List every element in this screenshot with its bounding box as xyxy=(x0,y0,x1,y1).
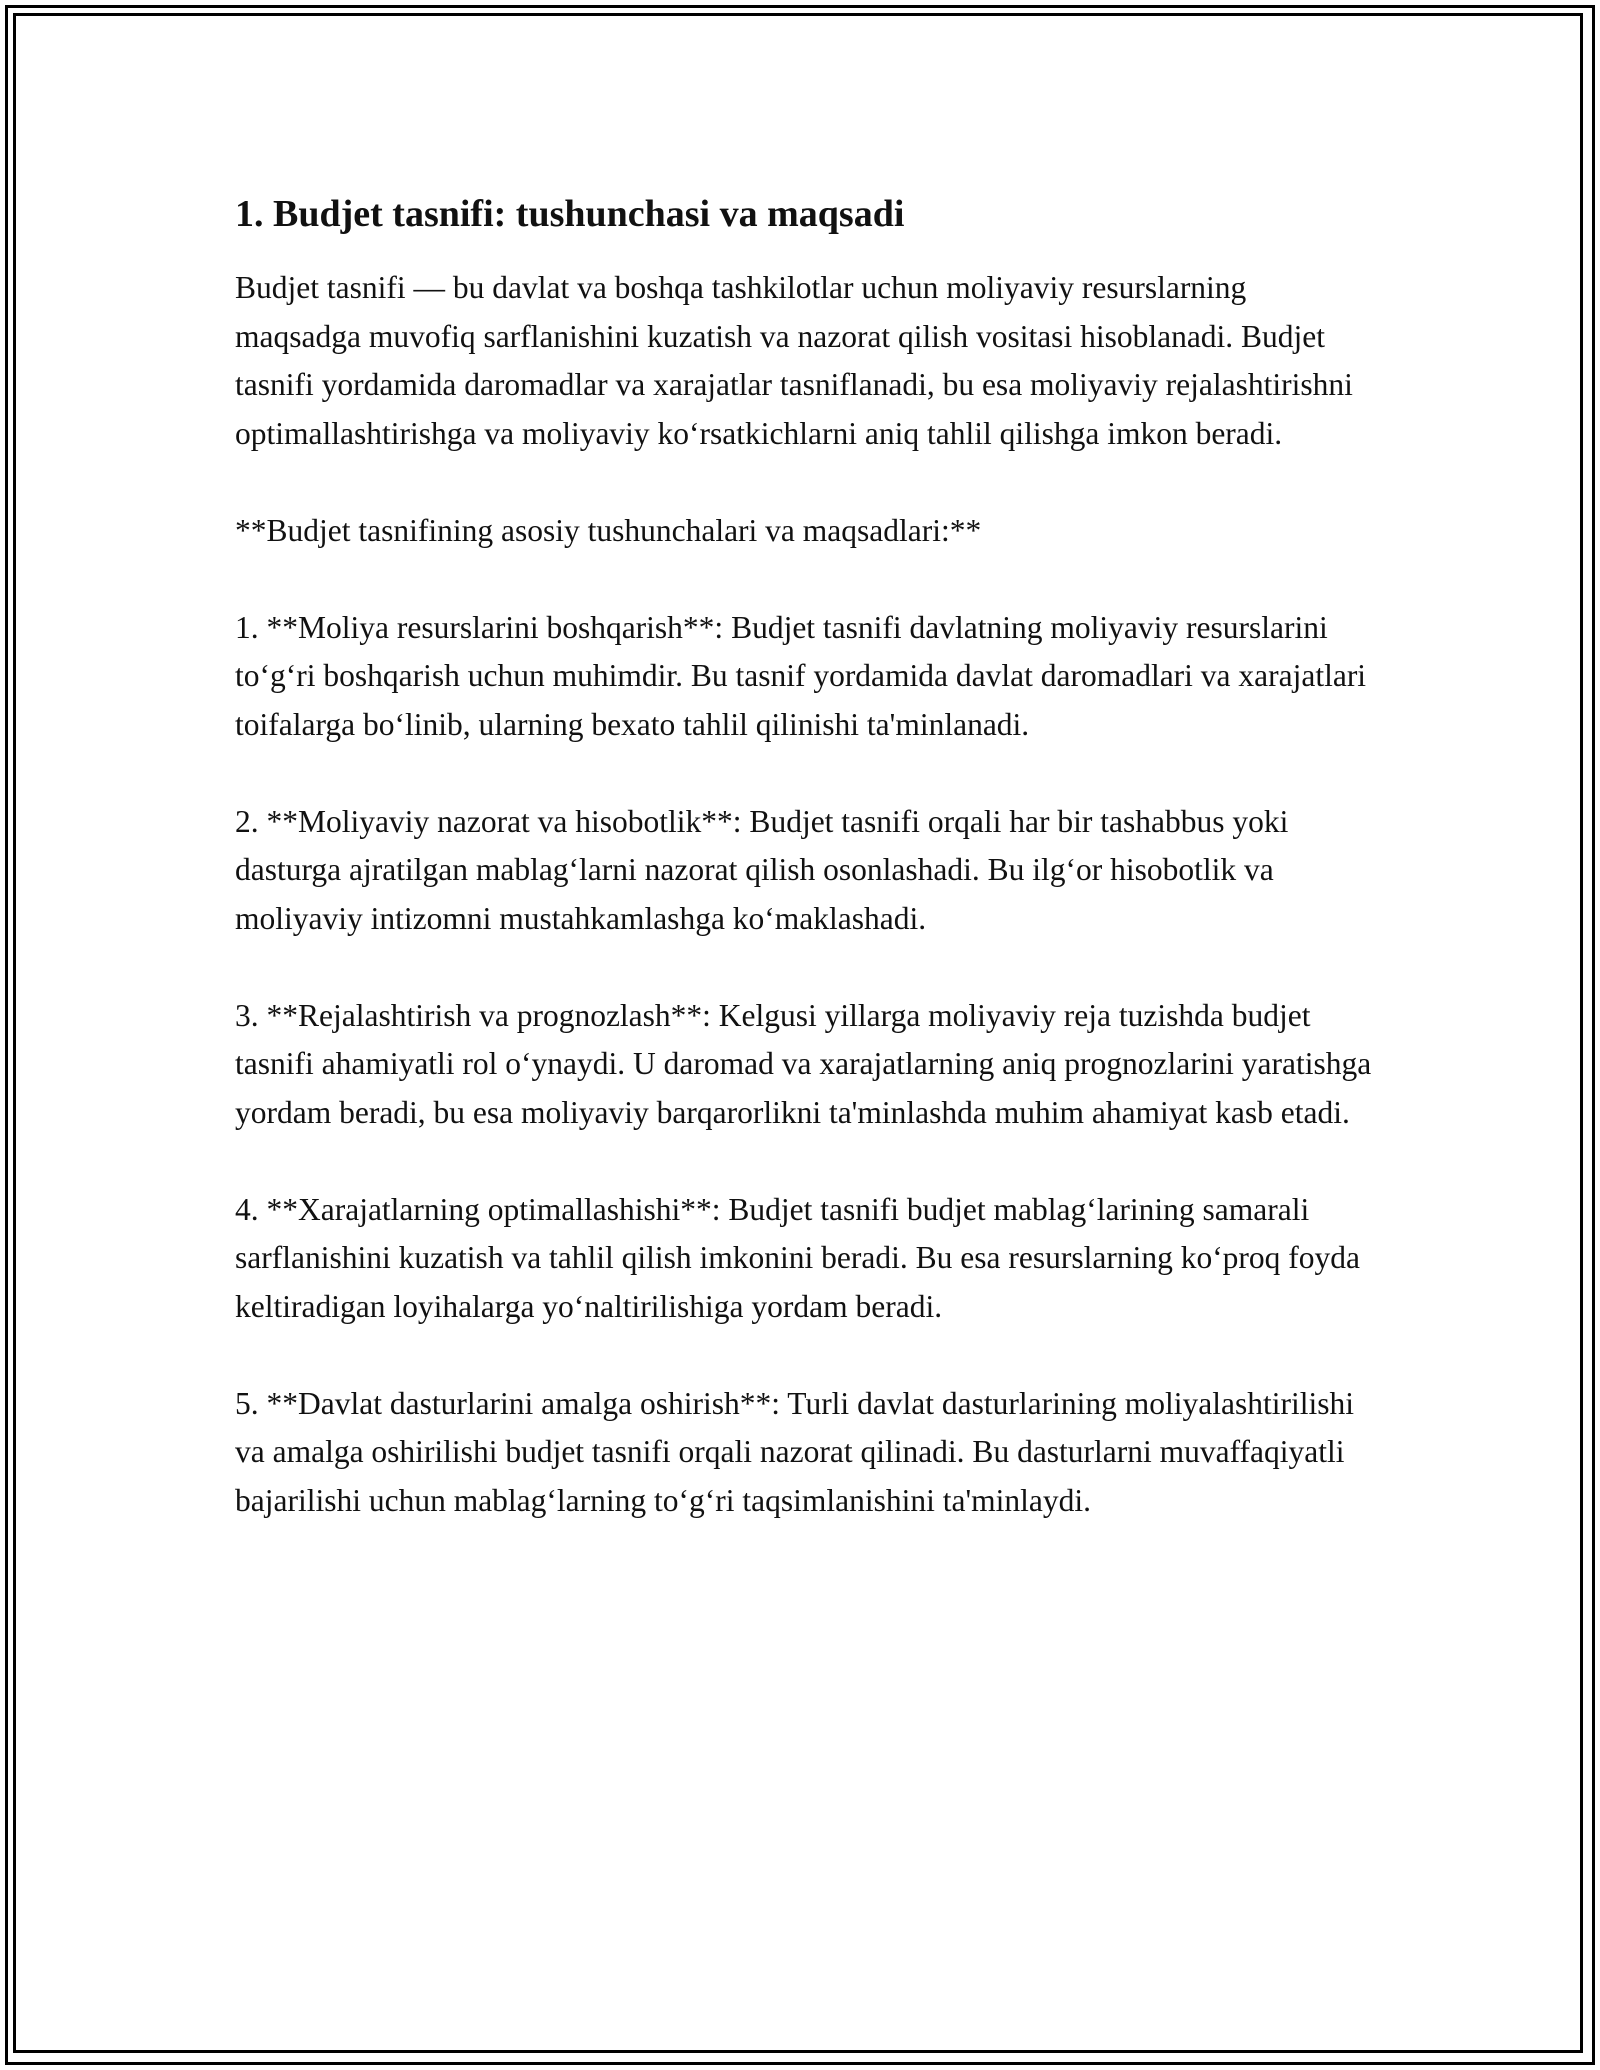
list-item-5-paragraph: 5. **Davlat dasturlarini amalga oshirish**: Turli davlat dasturlarining moliyalashtirilishi va amalga oshirilishi budjet tasnifi orqali nazorat qilinadi. Bu dasturlarni muvaffaqiyatli bajarilishi uchun mablag‘larning to‘g‘ri taqsimlanishini ta'minlaydi. xyxy=(235,1385,1354,1518)
intro-paragraph: Budjet tasnifi — bu davlat va boshqa tashkilotlar uchun moliyaviy resurslarning maqsadga muvofiq sarflanishini kuzatish va nazorat qilish vositasi hisoblanadi. Budjet tasnifi yordamida daromadlar va xarajatlar tasniflanadi, bu esa moliyaviy rejalashtirishni optimallashtirishga va moliyaviy ko‘rsatkichlarni aniq tahlil qilishga imkon beradi. xyxy=(235,270,1353,451)
list-item-3-paragraph: 3. **Rejalashtirish va prognozlash**: Kelgusi yillarga moliyaviy reja tuzishda budjet tasnifi ahamiyatli rol o‘ynaydi. U daromad va xarajatlarning aniq prognozlarini yaratishga yordam beradi, bu esa moliyaviy barqarorlikni ta'minlashda muhim ahamiyat kasb etadi. xyxy=(235,997,1372,1130)
list-intro-paragraph: **Budjet tasnifining asosiy tushunchalari va maqsadlari:** xyxy=(235,512,982,548)
list-item-1-paragraph: 1. **Moliya resurslarini boshqarish**: Budjet tasnifi davlatning moliyaviy resurslarini to‘g‘ri boshqarish uchun muhimdir. Bu tasnif yordamida davlat daromadlari va xarajatlari toifalarga bo‘linib, ularning bexato tahlil qilinishi ta'minlanadi. xyxy=(235,609,1367,742)
list-item-2-paragraph: 2. **Moliyaviy nazorat va hisobotlik**: Budjet tasnifi orqali har bir tashabbus yoki dasturga ajratilgan mablag‘larni nazorat qilish osonlashadi. Bu ilg‘or hisobotlik va moliyaviy intizomni mustahkamlashga ko‘maklashadi. xyxy=(235,803,1289,936)
list-item-4-paragraph: 4. **Xarajatlarning optimallashishi**: Budjet tasnifi budjet mablag‘larining samarali sarflanishini kuzatish va tahlil qilish imkonini beradi. Bu esa resurslarning ko‘proq foyda keltiradigan loyihalarga yo‘naltirilishiga yordam beradi. xyxy=(235,1191,1361,1324)
section-heading: 1. Budjet tasnifi: tushunchasi va maqsadi xyxy=(235,193,905,235)
document-body xyxy=(235,186,1375,1574)
